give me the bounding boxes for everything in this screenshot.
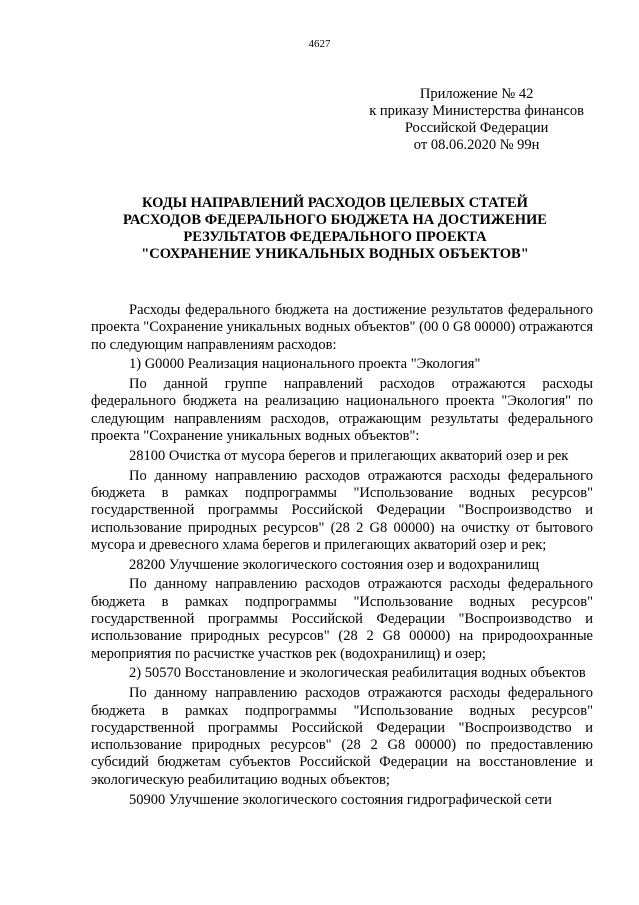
body-paragraph: По данному направлению расходов отражаются расходы федерального бюджета в рамках подпрограммы "Использование водных ресурсов" государственной программы Российской Федерации "Воспроизводство и использование природных ресурсов" (28 2 G8 00000) на очистку от бытового мусора и древесного хлама берегов и прилегающих акваторий озер и рек; [91, 467, 593, 553]
appendix-block [369, 86, 584, 154]
body-paragraph: По данному направлению расходов отражаются расходы федерального бюджета в рамках подпрограммы "Использование водных ресурсов" государственной программы Российской Федерации "Воспроизводство и использование природных ресурсов" (28 2 G8 00000) по предоставлению субсидий бюджетам субъектов Российской Федерации на восстановление и экологическую реабилитацию водных объектов; [91, 685, 593, 788]
document-title [40, 195, 630, 263]
title-line: "СОХРАНЕНИЕ УНИКАЛЬНЫХ ВОДНЫХ ОБЪЕКТОВ" [141, 246, 529, 262]
expense-code-heading: 28100 Очистка от мусора берегов и прилегающих акваторий озер и рек [129, 447, 569, 464]
appendix-country: Российской Федерации [404, 120, 549, 136]
appendix-number: Приложение № 42 [419, 86, 534, 102]
body-paragraph: По данному направлению расходов отражаются расходы федерального бюджета в рамках подпрограммы "Использование водных ресурсов" государственной программы Российской Федерации "Воспроизводство и использование природных ресурсов" (28 2 G8 00000) на природоохранные мероприятия по расчистке участков рек (водохранилищ) и озер; [91, 576, 593, 662]
title-line: КОДЫ НАПРАВЛЕНИЙ РАСХОДОВ ЦЕЛЕВЫХ СТАТЕЙ [142, 195, 528, 211]
appendix-date: от 08.06.2020 № 99н [413, 137, 540, 153]
title-line: РЕЗУЛЬТАТОВ ФЕДЕРАЛЬНОГО ПРОЕКТА [183, 229, 487, 245]
body-paragraph: Расходы федерального бюджета на достижение результатов федерального проекта "Сохранение уникальных водных объектов" (00 0 G8 00000) отражаются по следующим направлениям расходов: [91, 302, 593, 353]
expense-code-heading: 50900 Улучшение экологического состояния гидрографической сети [129, 791, 552, 808]
page-number: 4627 [308, 38, 331, 50]
title-line: РАСХОДОВ ФЕДЕРАЛЬНОГО БЮДЖЕТА НА ДОСТИЖЕНИЕ [123, 212, 547, 228]
document-body [91, 302, 593, 811]
expense-group-heading: 1) G0000 Реализация национального проекта "Экология" [129, 356, 481, 373]
expense-code-heading: 28200 Улучшение экологического состояния озер и водохранилищ [129, 556, 540, 573]
appendix-order: к приказу Министерства финансов [369, 103, 584, 119]
expense-group-heading: 2) 50570 Восстановление и экологическая реабилитация водных объектов [129, 665, 586, 682]
body-paragraph: По данной группе направлений расходов отражаются расходы федерального бюджета на реализацию национального проекта "Экология" по следующим направлениям расходов, отражающим результаты федерального проекта "Сохранение уникальных водных объектов": [91, 376, 593, 445]
